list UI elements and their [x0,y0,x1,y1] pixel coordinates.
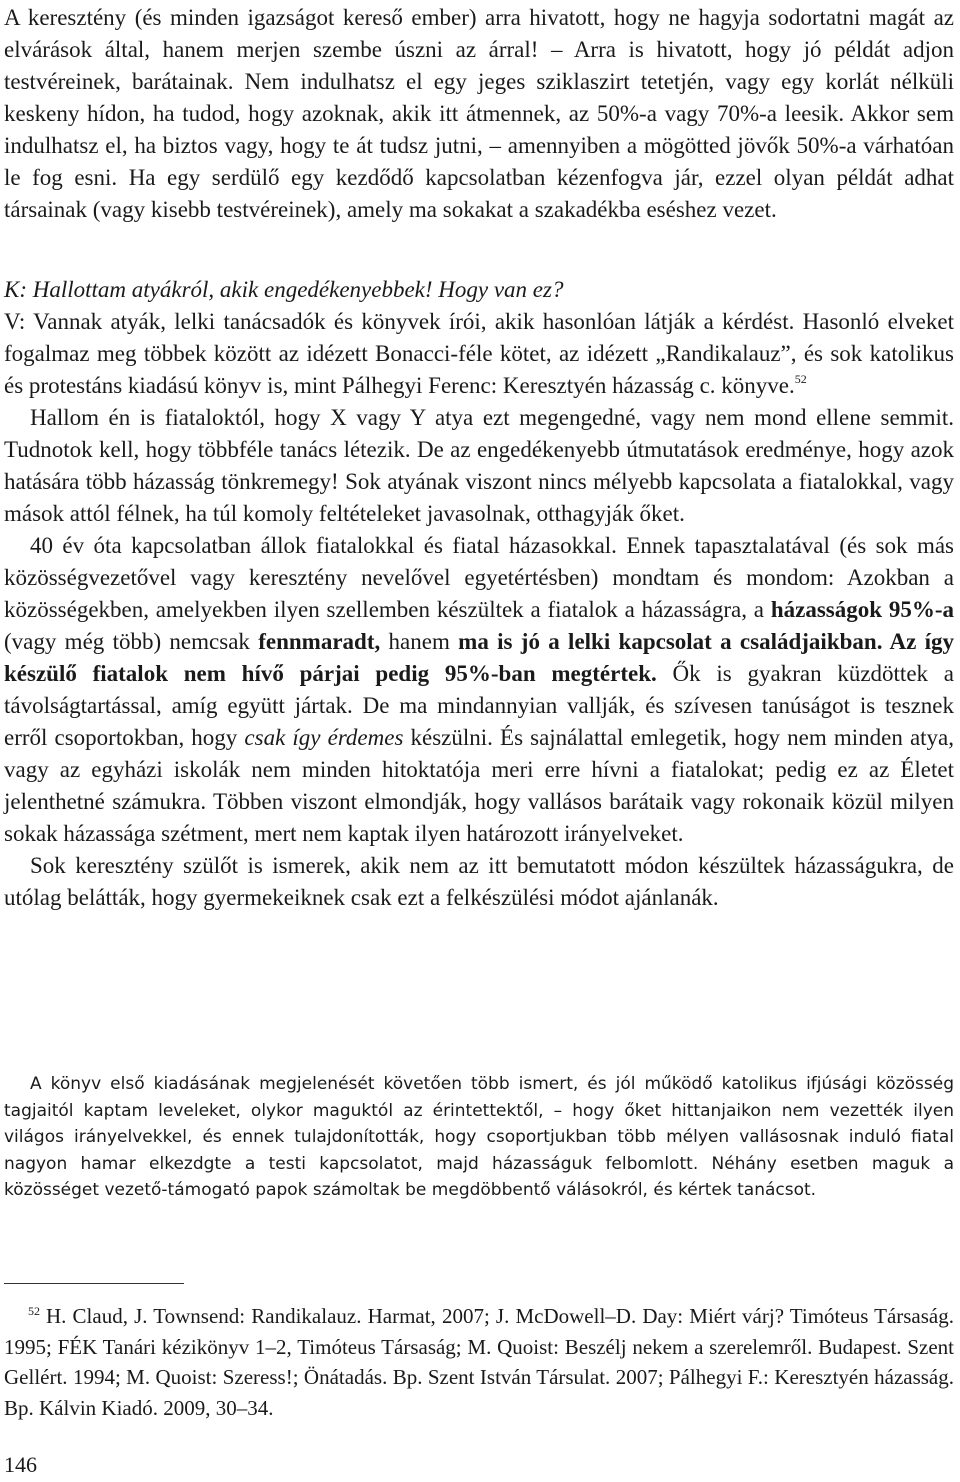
paragraph-keresztény: A keresztény (és minden igazságot kereső ember) arra hivatott, hogy ne hagyja sodortatni magát az elvárások által, hanem merjen szembe úszni az árral! – Arra is hivatott, hogy jó példát adjon testvéreinek, barátainak. Nem indulhatsz el egy jeges sziklaszirt tetetjén, vagy egy korlát nélküli keskeny hídon, ha tudod, hogy azoknak, akik itt átmennek, az 50%-a vagy 70%-a leesik. Akkor sem indulhatsz el, ha biztos vagy, hogy te át tudsz jutni, – amennyiben a mögötted jövők 50%-a várhatóan le fog esni. Ha egy serdülő egy kezdődő kapcsolatban kézenfogva jár, ezzel olyan példát adhat társainak (vagy kisebb testvéreinek), amely ma sokakat a szakadékba eséshez vezet. [4,5,954,222]
paragraph-hallom: Hallom én is fiataloktól, hogy X vagy Y atya ezt megengedné, vagy nem mond ellene semmit. Tudnotok kell, hogy többféle tanács létezik. De az engedékenyebb útmutatások eredménye, hogy azok hatására több házasság tönkremegy! Sok atyának viszont nincs mélyebb kapcsolata a fiatalokkal, vagy mások attól félnek, ha túl komoly feltételeket javasolnak, otthagyják őket. [4,405,954,526]
p40-italic-1: csak így érdemes [244,725,404,750]
sans-note-block [4,1071,954,1204]
p40-text-1: 40 év óta kapcsolatban állok fiatalokkal és fiatal házasokkal. Ennek tapasztalatával (és sok más közösségvezetővel vagy keresztény nevelővel egyetértésben) mondtam és mondom: Azokban a közösségekben, amelyekben ilyen szellemben készültek a fiatalok a házasságra, a [4,533,954,622]
p40-bold-2: fennmaradt, [258,629,381,654]
p40-text-3: hanem [380,629,459,654]
question-text: K: Hallottam atyákról, akik engedékenyebbek! Hogy van ez? [4,277,564,302]
page-number: 146 [4,1452,37,1477]
paragraph-sok: Sok keresztény szülőt is ismerek, akik nem az itt bemutatott módon készültek házasságukra, de utólag belátták, hogy gyermekeiknek csak ezt a felkészülési módot ajánlanák. [4,853,954,910]
footnote-text: H. Claud, J. Townsend: Randikalauz. Harmat, 2007; J. McDowell–D. Day: Miért várj? Timóteus Társaság. 1995; FÉK Tanári kézikönyv 1–2, Timóteus Társaság; M. Quoist: Beszélj nekem a szerelemről. Budapest. Szent Gellért. 1994; M. Quoist: Szeress!; Önátadás. Bp. Szent István Társulat. 2007; Pálhegyi F.: Keresztyén házasság. Bp. Kálvin Kiadó. 2009, 30–34. [4,1304,954,1420]
paragraph-40-ev [4,530,954,850]
answer-text: V: Vannak atyák, lelki tanácsadók és könyvek írói, akik hasonlóan látják a kérdést. Hasonló elveket fogalmaz meg többek között az idézett Bonacci-féle kötet, az idézett „Randikalauz”, és sok katolikus és protestáns kiadású könyv is, mint Pálhegyi Ferenc: Keresztyén házasság c. könyve. [4,309,954,398]
question-line [4,274,954,306]
footnote-reference: 52 [794,372,807,386]
answer-paragraph [4,306,954,402]
sans-note-paragraph: A könyv első kiadásának megjelenését követően több ismert, és jól működő katolikus ifjúsági közösség tagjaitól kaptam leveleket, olykor maguktól az érintettektől, – hogy őket hittanjaikon nem vezették ilyen világos irányelvekkel, és ennek tulajdonították, hogy csoportjukban több mélyen vallásosnak induló fiatal nagyon hamar elkezdgte a testi kapcsolatot, majd házasságuk felbomlott. Néhány esetben maguk a közösséget vezető-támogató papok számoltak be megdöbbentő válásokról, és kértek tanácsot. [4,1074,954,1200]
footnote-number: 52 [28,1304,40,1318]
p40-text-2: (vagy még több) nemcsak [4,629,259,654]
question-answer-block [4,274,954,914]
p40-bold-1: házasságok 95%-a [770,597,954,622]
footnote-divider [4,1283,184,1284]
p40-text-5: készülni. És sajnálattal emlegetik, hogy nem minden atya, vagy az egyházi iskolák nem minden hitoktatója meri erre hívni a fiatalokat; pedig ez az Életet jelenthetné számukra. Többen viszont elmondják, hogy vallásos barátaik vagy rokonaik közül milyen sokak házassága szétment, mert nem kaptak ilyen határozott irányelveket. [4,725,955,846]
footnote [4,1296,954,1423]
p40-bold-3: ma is jó a lelki kapcsolat a családjaikban. Az így készülő fiatalok nem hívő párjai pedig 95%-ban megtértek. [4,629,955,686]
intro-paragraph-block [4,2,954,226]
p40-text-4: Ők is gyakran küzdöttek a távolságtartással, amíg együtt jártak. De ma mindannyian vallják, és szívesen tanúságot is tesznek erről csoportokban, hogy [4,661,954,750]
